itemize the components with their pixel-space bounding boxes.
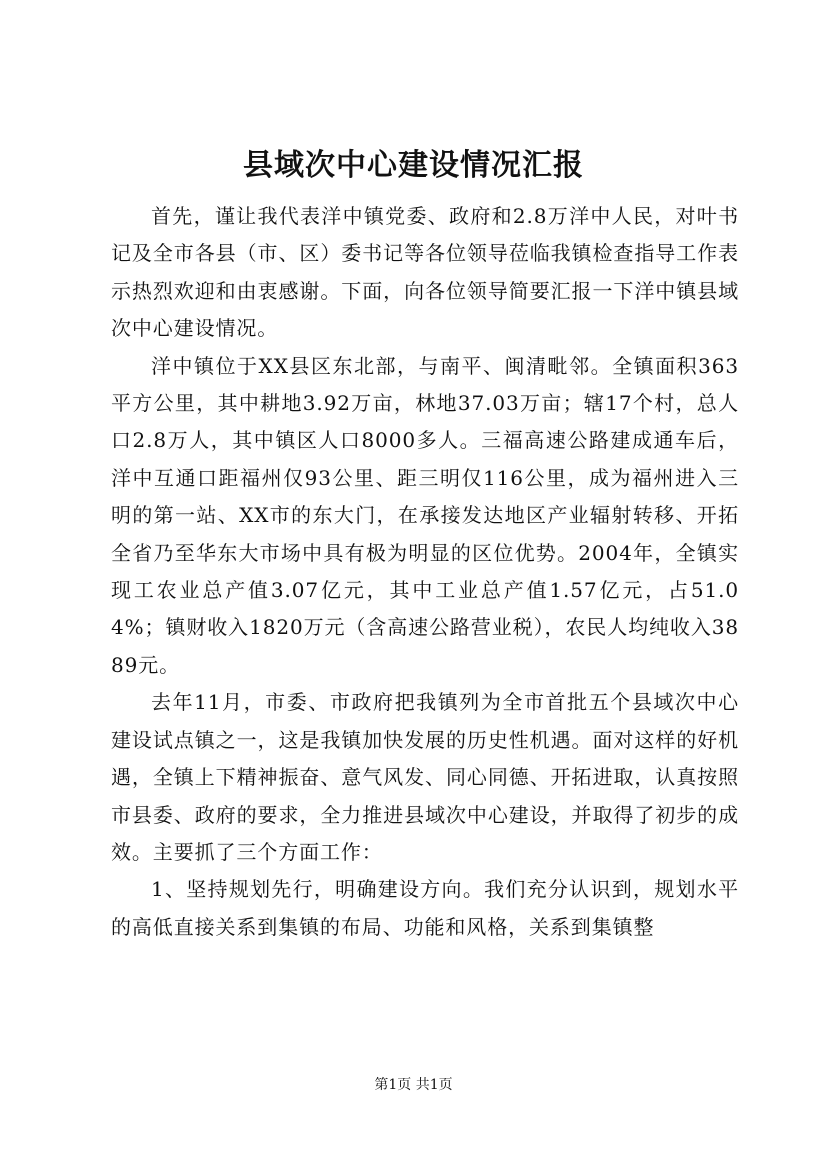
paragraph-pilot: 去年11月，市委、市政府把我镇列为全市首批五个县域次中心建设试点镇之一，这是我镇加快发展的历史性机遇。面对这样的好机遇，全镇上下精神振奋、意气风发、同心同德、开拓进取，认真按照市县委、政府的要求，全力推进县域次中心建设，并取得了初步的成效。主要抓了三个方面工作： — [111, 690, 739, 864]
document-title: 县域次中心建设情况汇报 — [243, 148, 584, 183]
paragraph-planning: 1、坚持规划先行，明确建设方向。我们充分认识到，规划水平的高低直接关系到集镇的布局、功能和风格，关系到集镇整 — [111, 877, 739, 939]
paragraph-overview: 洋中镇位于XX县区东北部，与南平、闽清毗邻。全镇面积363平方公里，其中耕地3.92万亩，林地37.03万亩；辖17个村，总人口2.8万人，其中镇区人口8000多人。三福高速公路建成通车后，洋中互通口距福州仅93公里、距三明仅116公里，成为福州进入三明的第一站、XX市的东大门，在承接发达地区产业辐射转移、开拓全省乃至华东大市场中具有极为明显的区位优势。2004年，全镇实现工农业总产值3.07亿元，其中工业总产值1.57亿元，占51.04%；镇财收入1820万元（含高速公路营业税），农民人均纯收入3889元。 — [111, 353, 739, 677]
paragraph-intro: 首先，谨让我代表洋中镇党委、政府和2.8万洋中人民，对叶书记及全市各县（市、区）委书记等各位领导莅临我镇检查指导工作表示热烈欢迎和由衷感谢。下面，向各位领导简要汇报一下洋中镇县域次中心建设情况。 — [111, 204, 739, 341]
page-number-footer: 第1页 共1页 — [374, 1077, 453, 1093]
document-body — [111, 198, 739, 946]
